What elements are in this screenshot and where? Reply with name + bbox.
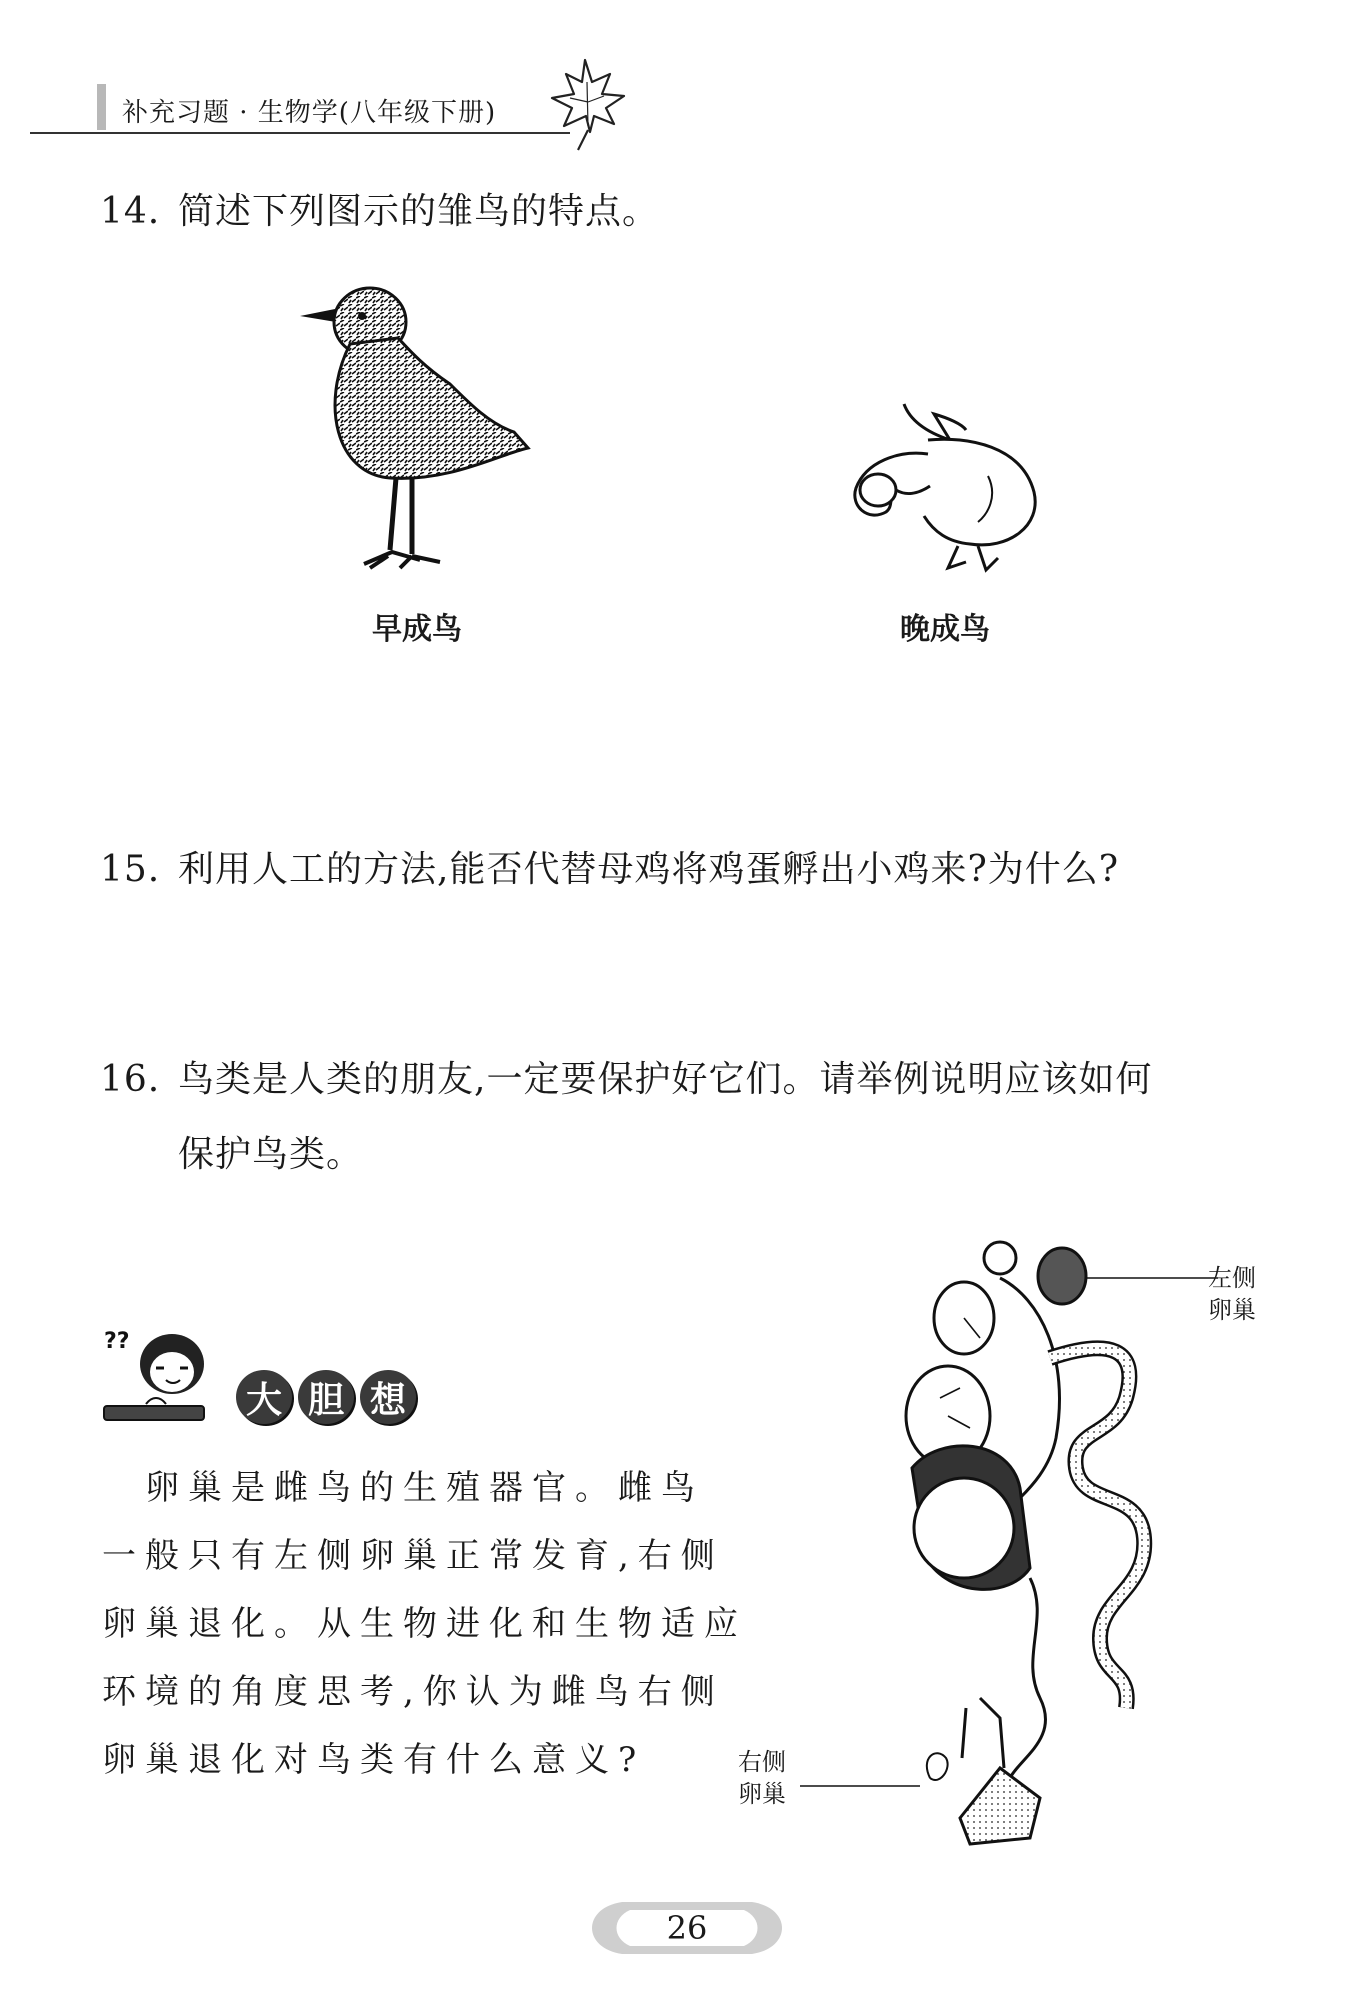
think-line: 一般只有左侧卵巢正常发育,右侧 (102, 1536, 724, 1576)
question-text: 利用人工的方法,能否代替母鸡将鸡蛋孵出小鸡来?为什么? (178, 849, 1120, 890)
page-number-text: 26 (666, 1909, 708, 1947)
think-paragraph (102, 1454, 747, 1794)
maple-leaf-icon (540, 52, 630, 152)
question-text: 鸟类是人类的朋友,一定要保护好它们。请举例说明应该如何 (178, 1059, 1153, 1100)
svg-text:??: ?? (104, 1329, 130, 1354)
think-line: 环境的角度思考,你认为雌鸟右侧 (102, 1672, 724, 1712)
badge-char: 大 (236, 1370, 292, 1424)
question-16-continuation: 保护鸟类。 (178, 1134, 364, 1175)
think-line: 卵巢是雌鸟的生殖器官。雌鸟 (102, 1468, 704, 1508)
question-number: 15. (100, 849, 161, 890)
label-line: 左侧 (1208, 1264, 1256, 1292)
page-number (592, 1900, 782, 1956)
question-number: 14. (100, 191, 161, 232)
right-ovary-leader-line (800, 1784, 920, 1788)
label-line: 卵巢 (1208, 1296, 1256, 1324)
altricial-chick-illustration (838, 396, 1058, 576)
right-ovary-label (738, 1746, 786, 1810)
precocial-caption: 早成鸟 (372, 612, 462, 647)
question-15 (100, 836, 1119, 904)
altricial-caption: 晚成鸟 (900, 612, 990, 647)
header-rule (30, 132, 570, 134)
bird-ovary-diagram (900, 1238, 1220, 1858)
precocial-chick-illustration (300, 264, 540, 584)
thinking-student-icon (100, 1318, 210, 1428)
badge-char: 胆 (298, 1370, 354, 1424)
question-16 (100, 1046, 1152, 1114)
question-14 (100, 178, 659, 246)
think-line: 卵巢退化。从生物进化和生物适应 (102, 1604, 747, 1644)
book-title: 补充习题 · 生物学(八年级下册) (122, 98, 497, 128)
think-line: 卵巢退化对鸟类有什么意义? (102, 1740, 646, 1780)
question-text: 简述下列图示的雏鸟的特点。 (178, 191, 660, 232)
header-accent-bar (97, 84, 106, 130)
badge-char: 想 (360, 1370, 416, 1424)
label-line: 右侧 (738, 1748, 786, 1776)
question-number: 16. (100, 1059, 161, 1100)
label-line: 卵巢 (738, 1780, 786, 1808)
left-ovary-label (1208, 1262, 1256, 1326)
think-badge (236, 1370, 416, 1424)
